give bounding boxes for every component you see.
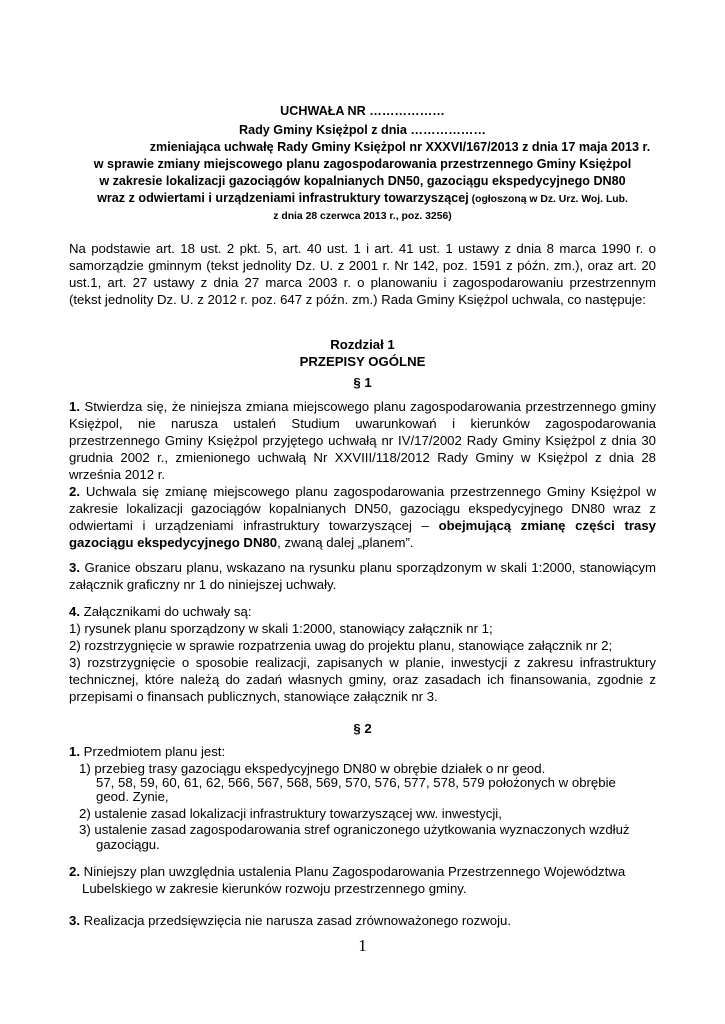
s2-item-3a: 3) ustalenie zasad zagospodarowania stref ograniczonego użytkowania wyznaczonych wzdłuż [79,822,630,837]
council-date: Rady Gminy Księżpol z dnia ……………… [238,123,486,137]
s2-p3-number: 3. [69,913,80,928]
s1-p2-number: 2. [69,484,80,499]
s2-paragraph-1 [69,743,225,760]
resolution-number: UCHWAŁA NR ……………… [280,104,445,118]
s2-item-1c: geod. Zynie, [96,789,169,804]
s1-paragraph-3 [69,559,656,593]
section-1-heading: § 1 [353,375,372,390]
s1-p4-number: 4. [69,604,80,619]
s1-p4-item-2: 2) rozstrzygnięcie w sprawie rozpatrzenia uwag do projektu planu, stanowiące załącznik nr 2; [69,638,613,653]
s1-p3-text: Granice obszaru planu, wskazano na rysunku planu sporządzonym w skali 1:2000, stanowiącym załącznik graficzny nr 1 do niniejszej uchwały. [69,560,656,592]
s2-item-1a: 1) przebieg trasy gazociągu ekspedycyjnego DN80 w obrębie działek o nr geod. [79,761,546,776]
s1-p4-text: Załącznikami do uchwały są: [80,604,252,619]
s2-paragraph-2a [69,863,625,880]
s2-p1-text: Przedmiotem planu jest: [80,744,226,759]
amending-resolution: zmieniająca uchwałę Rady Gminy Księżpol nr XXXVI/167/2013 z dnia 17 maja 2013 r. [149,140,651,154]
s2-p2-text-a: Niniejszy plan uwzględnia ustalenia Planu Zagospodarowania Przestrzennego Województwa [80,864,626,879]
s2-p1-number: 1. [69,744,80,759]
s1-paragraph-2 [69,483,656,551]
subject-line-1: w sprawie zmiany miejscowego planu zagospodarowania przestrzennego Gminy Księżpol [93,157,632,171]
s2-item-2: 2) ustalenie zasad lokalizacji infrastruktury towarzyszącej ww. inwestycji, [79,806,502,821]
s2-p2-number: 2. [69,864,80,879]
s2-paragraph-3 [69,912,511,929]
s2-item-3b: gazociągu. [96,837,160,852]
subject-line-2: w zakresie lokalizacji gazociągów kopalnianych DN50, gazociągu ekspedycyjnego DN80 [99,174,626,188]
s1-p4-item-1: 1) rysunek planu sporządzony w skali 1:2000, stanowiący załącznik nr 1; [69,621,493,636]
subject-line-3-main: wraz z odwiertami i urządzeniami infrastruktury towarzyszącej [97,191,469,205]
chapter-subtitle: PRZEPISY OGÓLNE [299,354,426,369]
subject-line-3 [60,189,665,209]
s2-item-1b: 57, 58, 59, 60, 61, 62, 566, 567, 568, 569, 570, 576, 577, 578, 579 położonych w obrębie [96,775,616,790]
subject-line-3-small: (ogłoszoną w Dz. Urz. Woj. Lub. [468,194,628,205]
page-number: 1 [358,936,367,955]
section-2-heading: § 2 [353,721,372,736]
s1-p2-end: , zwaną dalej „planem”. [277,535,414,550]
s1-p2-bold: obejmującą zmianę części trasy gazociągu ekspedycyjnego DN80 [69,518,656,550]
publication-date: z dnia 28 czerwca 2013 r., poz. 3256) [273,211,452,222]
preamble: Na podstawie art. 18 ust. 2 pkt. 5, art. 40 ust. 1 i art. 41 ust. 1 ustawy z dnia 8 marca 1990 r. o samorządzie gminnym (tekst jednolity Dz. U. z 2001 r. Nr 142, poz. 1591 z późn. zm.), oraz art. 20 ust.1, art. 27 ustawy z dnia 27 marca 2003 r. o planowaniu i zagospodarowaniu przestrzennym (tekst jednolity Dz. U. z 2012 r. poz. 647 z późn. zm.) Rada Gminy Księżpol uchwala, co następuje: [69,241,656,307]
s1-p1-text: Stwierdza się, że niniejsza zmiana miejscowego planu zagospodarowania przestrzennego gminy Księżpol, nie narusza ustaleń Studium uwarunkowań i kierunków zagospodarowania przestrzennego Gminy Księżpol przyjętego uchwałą nr IV/17/2002 Rady Gminy Księżpol z dnia 30 grudnia 2002 r., zmienionego uchwałą Nr XXVIII/118/2012 Rady Gminy w Księżpol z dnia 28 września 2012 r. [69,399,656,482]
s2-p3-text: Realizacja przedsięwzięcia nie narusza zasad zrównoważonego rozwoju. [80,913,512,928]
s1-p2-text: Uchwala się zmianę miejscowego planu zagospodarowania przestrzennego Gminy Księżpol w zakresie lokalizacji gazociągów kopalnianych DN50, gazociągu ekspedycyjnego DN80 wraz z odwiertami i urządzeniami infrastruktury towarzyszącej – [69,484,656,533]
s1-p1-number: 1. [69,399,80,414]
chapter-title: Rozdział 1 [330,337,395,352]
s1-p3-number: 3. [69,560,80,575]
s1-paragraph-4 [69,603,656,620]
s1-paragraph-1 [69,398,656,483]
s2-paragraph-2b: Lubelskiego w zakresie kierunków rozwoju przestrzennego gminy. [82,881,467,896]
s1-p4-item-3: 3) rozstrzygnięcie o sposobie realizacji, zapisanych w planie, inwestycji z zakresu infrastruktury technicznej, które należą do zadań własnych gminy, oraz zasadach ich finansowania, zgodnie z przepisami o finansach publicznych, stanowiące załącznik nr 3. [69,655,656,704]
